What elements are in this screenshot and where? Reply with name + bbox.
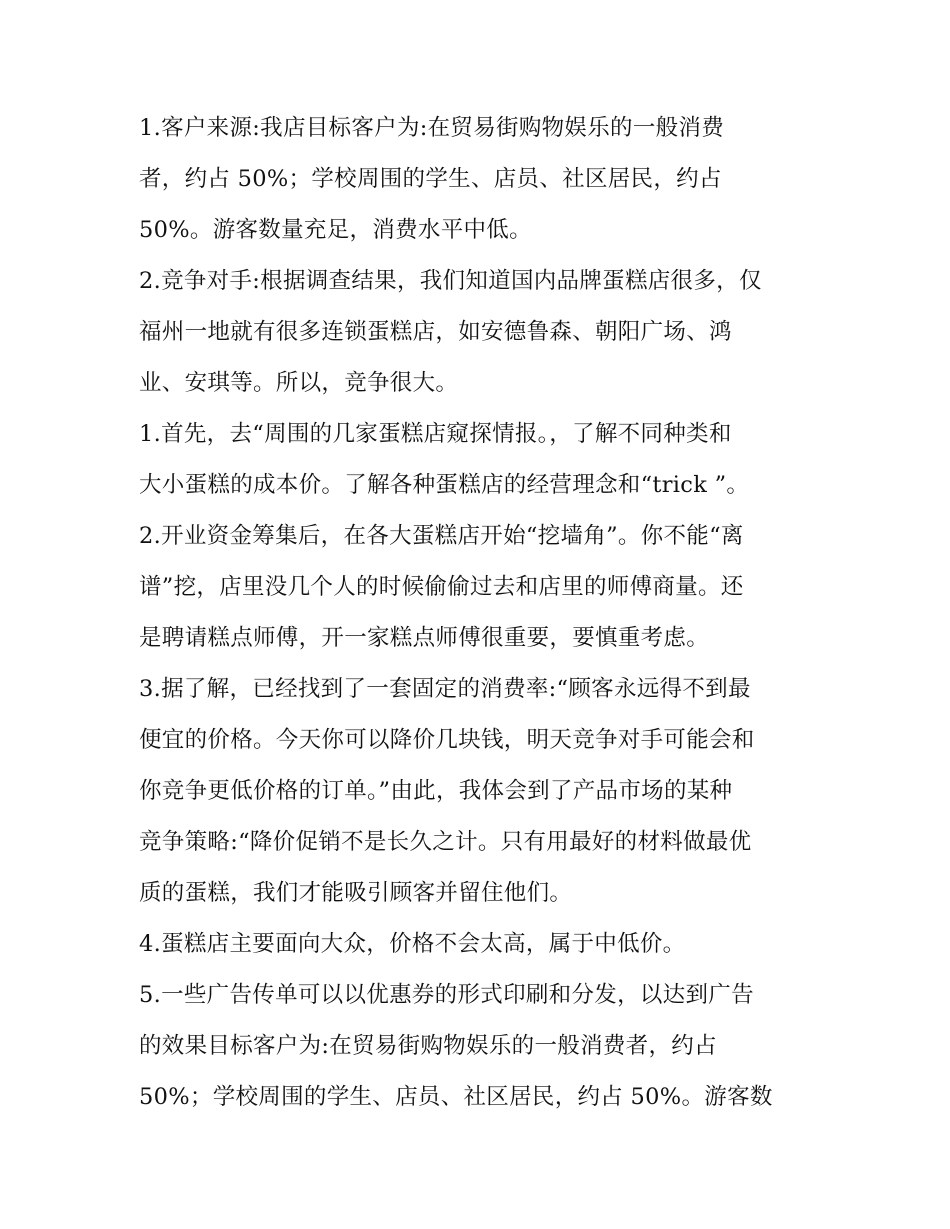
text-line: 1.客户来源:我店目标客户为:在贸易街购物娱乐的一般消费 — [139, 115, 725, 141]
text-line: 你竞争更低价格的订单。”由此，我体会到了产品市场的某种 — [139, 778, 733, 804]
text-line: 3.据了解，已经找到了一套固定的消费率:“顾客永远得不到最 — [139, 676, 751, 702]
text-line: 2.开业资金筹集后，在各大蛋糕店开始“挖墙角”。你不能“离 — [139, 523, 744, 549]
text-line: 2.竞争对手:根据调查结果，我们知道国内品牌蛋糕店很多，仅 — [139, 268, 762, 294]
text-line: 福州一地就有很多连锁蛋糕店，如安德鲁森、朝阳广场、鸿 — [139, 319, 732, 345]
text-line: 4.蛋糕店主要面向大众，价格不会太高，属于中低价。 — [139, 931, 686, 957]
text-line: 50%；学校周围的学生、店员、社区居民，约占 50%。游客数 — [139, 1084, 773, 1110]
text-line: 的效果目标客户为:在贸易街购物娱乐的一般消费者，约占 — [139, 1033, 717, 1059]
text-line: 者，约占 50%；学校周围的学生、店员、社区居民，约占 — [139, 166, 722, 192]
text-line: 业、安琪等。所以，竞争很大。 — [139, 370, 459, 396]
text-line: 便宜的价格。今天你可以降价几块钱，明天竞争对手可能会和 — [139, 727, 755, 753]
text-line: 50%。游客数量充足，消费水平中低。 — [139, 217, 532, 243]
text-line: 是聘请糕点师傅，开一家糕点师傅很重要，要慎重考虑。 — [139, 625, 710, 651]
text-line: 谱”挖，店里没几个人的时候偷偷过去和店里的师傅商量。还 — [139, 574, 744, 600]
text-line: 大小蛋糕的成本价。了解各种蛋糕店的经营理念和“trick ”。 — [139, 472, 750, 498]
document-body — [139, 103, 819, 1123]
text-line: 竞争策略:“降价促销不是长久之计。只有用最好的材料做最优 — [139, 829, 752, 855]
text-line: 质的蛋糕，我们才能吸引顾客并留住他们。 — [139, 880, 573, 906]
text-line: 1.首先，去“周围的几家蛋糕店窥探情报。，了解不同种类和 — [139, 421, 732, 447]
text-line: 5.一些广告传单可以以优惠券的形式印刷和分发，以达到广告 — [139, 982, 754, 1008]
